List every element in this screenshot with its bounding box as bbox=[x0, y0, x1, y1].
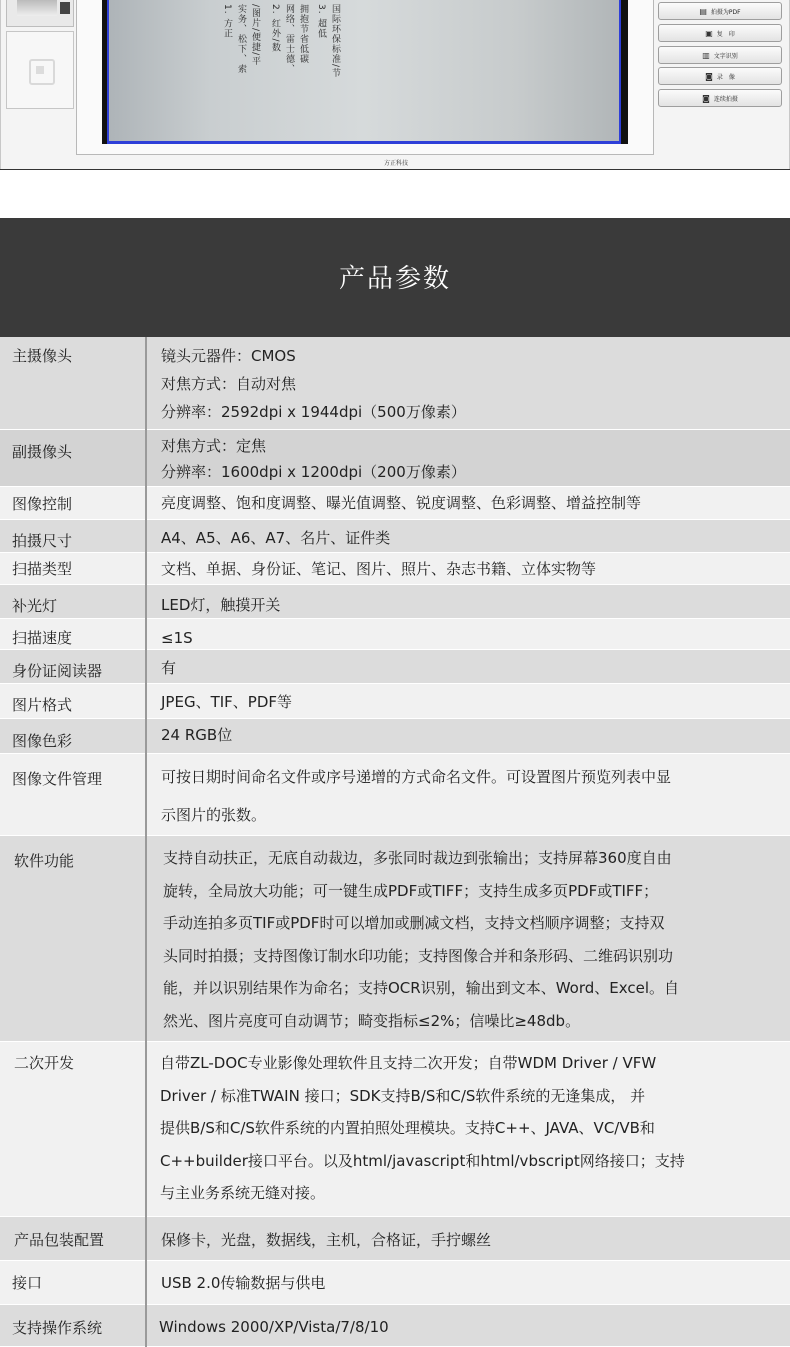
spec-value: LED灯，触摸开关 bbox=[161, 596, 281, 614]
spec-row-id-reader bbox=[0, 650, 790, 684]
thumbnail-placeholder[interactable] bbox=[6, 31, 74, 109]
document-text-line: 3. 超低 bbox=[316, 4, 326, 39]
spec-label: 补光灯 bbox=[12, 597, 58, 615]
copy-button[interactable]: ▣ 复 印 bbox=[658, 24, 782, 42]
spec-label: 接口 bbox=[12, 1274, 43, 1292]
image-placeholder-icon bbox=[29, 59, 55, 85]
spec-value: 文档、单据、身份证、笔记、图片、照片、杂志书籍、立体实物等 bbox=[161, 560, 597, 578]
spec-label: 主摄像头 bbox=[12, 347, 73, 365]
spec-label: 图像控制 bbox=[12, 495, 73, 513]
spec-row-image-format bbox=[0, 684, 790, 719]
spec-label: 软件功能 bbox=[14, 852, 75, 870]
spec-value: Windows 2000/XP/Vista/7/8/10 bbox=[159, 1318, 389, 1336]
spec-value: 自带ZL-DOC专业影像处理软件且支持二次开发；自带WDM Driver / VFW Driver / 标准TWAIN 接口；SDK支持B/S和C/S软件系统的无逢集成， 并 提供B/S和C/S软件系统的内置拍照处理模块。支持C++、JAVA、VC/VB和 C++builder接口平台。以及html/javascript和html/vbscript网络接口；支持 与主业务系统无缝对接。 bbox=[160, 1054, 685, 1202]
spec-label: 拍摄尺寸 bbox=[12, 532, 73, 550]
spec-label: 图像色彩 bbox=[12, 732, 73, 750]
spec-value: A4、A5、A6、A7、名片、证件类 bbox=[161, 529, 391, 547]
spec-label: 支持操作系统 bbox=[12, 1319, 103, 1337]
spec-label: 扫描速度 bbox=[12, 629, 73, 647]
spec-row-fill-light bbox=[0, 585, 790, 619]
spec-value: USB 2.0传输数据与供电 bbox=[161, 1274, 326, 1292]
spec-label: 产品包装配置 bbox=[14, 1231, 105, 1249]
spec-label: 副摄像头 bbox=[12, 443, 73, 461]
continuous-capture-button[interactable]: ◙ 连续拍摄 bbox=[658, 89, 782, 107]
document-text-line: 拥抱节省低碳 bbox=[298, 4, 308, 64]
spec-row-software-features bbox=[0, 836, 790, 1042]
spec-value: 镜头元器件：CMOS 对焦方式：自动对焦 分辨率：2592dpi x 1944dpi（500万像素） bbox=[161, 347, 466, 421]
document-text-line: 国际环保标准/节 bbox=[330, 4, 340, 79]
document-text-line: 2. 红外/数 bbox=[270, 4, 280, 53]
section-title: 产品参数 bbox=[338, 264, 451, 294]
spec-value: 支持自动扶正，无底自动裁边，多张同时裁边到张输出；支持屏幕360度自由 旋转，全局放大功能；可一键生成PDF或TIFF；支持生成多页PDF或TIFF； 手动连拍多页TIF或PDF时可以增加或删减文档，支持文档顺序调整；支持双 头同时拍摄；支持图像订制水印功能；支持图像合并和条形码、二维码识别功 能，并以识别结果作为命名；支持OCR识别，输出到文本、Word、Excel。自 然光、图片亮度可自动调节；畸变指标≤2%；信噪比≥48db。 bbox=[163, 849, 679, 1030]
capture-pdf-button[interactable]: ▤ 拍摄为PDF bbox=[658, 2, 782, 20]
pdf-icon: ▤ bbox=[699, 6, 707, 16]
document-text-line: /图片/便捷/平 bbox=[250, 4, 260, 67]
spec-label: 扫描类型 bbox=[12, 560, 73, 578]
app-window bbox=[0, 0, 790, 170]
thumbnail-list bbox=[3, 0, 73, 110]
spec-value: ≤1S bbox=[161, 629, 193, 647]
document-text-line: 网络、雷士德、 bbox=[284, 4, 294, 74]
copy-icon: ▣ bbox=[705, 28, 713, 38]
divider bbox=[0, 169, 790, 170]
spec-row-scan-type bbox=[0, 553, 790, 585]
spec-row-image-control bbox=[0, 487, 790, 520]
spec-row-scan-speed bbox=[0, 619, 790, 650]
spec-value: 亮度调整、饱和度调整、曝光值调整、锐度调整、色彩调整、增益控制等 bbox=[161, 494, 642, 512]
spec-row-file-management bbox=[0, 754, 790, 836]
record-button[interactable]: ◙ 录 像 bbox=[658, 67, 782, 85]
preview-area bbox=[76, 0, 654, 155]
ocr-button[interactable]: ▥ 文字识别 bbox=[658, 46, 782, 64]
spec-value: 对焦方式：定焦 分辨率：1600dpi x 1200dpi（200万像素） bbox=[161, 437, 466, 481]
software-screenshot bbox=[0, 0, 790, 171]
screenshot-caption: 方正科技 bbox=[383, 160, 408, 167]
camera-icon: ◙ bbox=[702, 93, 710, 103]
column-divider bbox=[145, 337, 147, 1347]
ocr-icon: ▥ bbox=[702, 50, 710, 60]
spec-label: 图像文件管理 bbox=[12, 770, 103, 788]
spec-row-interface bbox=[0, 1261, 790, 1305]
spec-row-image-color bbox=[0, 719, 790, 754]
spec-row-os-support bbox=[0, 1305, 790, 1347]
spec-label: 图片格式 bbox=[12, 696, 73, 714]
thumbnail-item[interactable] bbox=[6, 0, 74, 27]
spec-row-main-camera bbox=[0, 337, 790, 430]
spec-value: 可按日期时间命名文件或序号递增的方式命名文件。可设置图片预览列表中显 示图片的张数。 bbox=[161, 768, 672, 824]
document-text-line: 实务、松下、索 bbox=[236, 4, 246, 74]
spec-label: 二次开发 bbox=[14, 1054, 75, 1072]
spec-value: 24 RGB位 bbox=[161, 726, 233, 744]
spec-row-sub-camera bbox=[0, 430, 790, 487]
spec-value: 保修卡，光盘，数据线，主机，合格证，手拧螺丝 bbox=[161, 1231, 492, 1249]
spec-row-secondary-development bbox=[0, 1042, 790, 1217]
record-icon: ◙ bbox=[705, 71, 713, 81]
spec-row-package-contents bbox=[0, 1217, 790, 1261]
spec-label: 身份证阅读器 bbox=[12, 662, 103, 680]
spec-value: JPEG、TIF、PDF等 bbox=[161, 693, 293, 711]
spec-value: 有 bbox=[161, 659, 177, 677]
document-text-line: 1. 方正 bbox=[222, 4, 232, 39]
captured-document bbox=[102, 0, 628, 144]
spec-row-capture-size bbox=[0, 520, 790, 553]
